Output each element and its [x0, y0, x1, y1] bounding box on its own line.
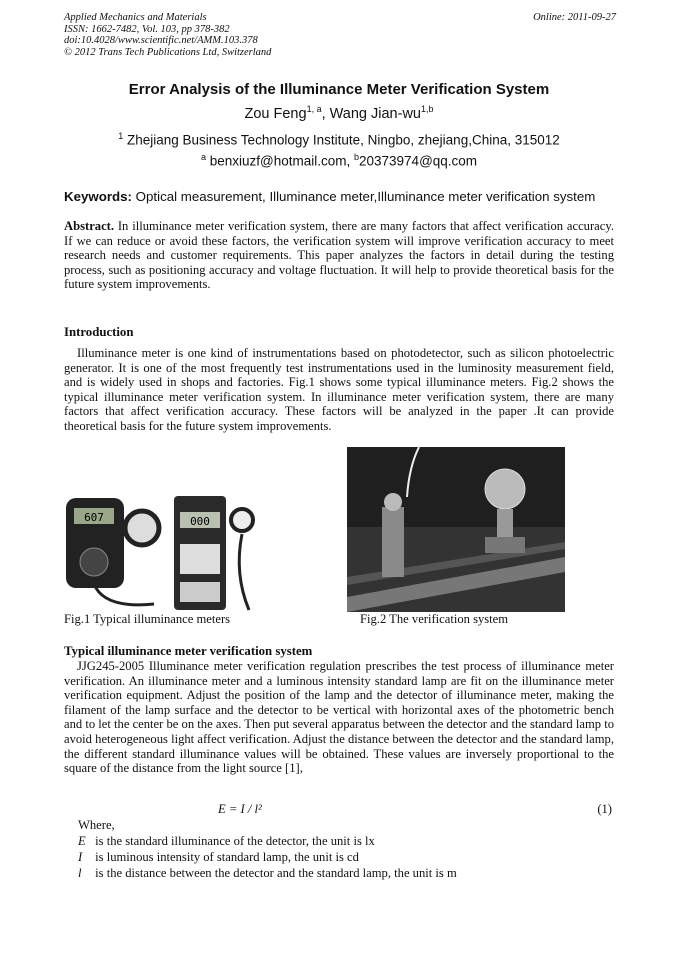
author-name: Wang Jian-wu	[329, 105, 421, 122]
figure-1-image	[64, 494, 258, 612]
where-label: Where,	[78, 818, 115, 832]
author-sup: 1, a	[306, 104, 322, 114]
paper-title: Error Analysis of the Illuminance Meter Verification System	[128, 81, 550, 98]
journal-header	[64, 12, 271, 59]
affil-sup: 1	[118, 131, 124, 141]
introduction-heading: Introduction	[64, 325, 134, 339]
abstract-text: In illuminance meter verification system, there are many factors that affect verification accuracy. If we can reduce or avoid these factors, the verification system will improve verification accuracy to meet research needs and customer requirements. This paper analyzes the factors in detail during the testing process, such as positioning accuracy and voltage fluctuation. It will help to provide theoretical basis for the future system improvements.	[64, 219, 614, 292]
definition-text: is the distance between the detector and the standard lamp, the unit is m	[95, 866, 457, 880]
emails	[64, 152, 614, 169]
equation: E = I / l²	[218, 802, 262, 816]
figure-2-image	[347, 447, 565, 612]
definition-text: is the standard illuminance of the detector, the unit is lx	[95, 834, 375, 848]
keywords-text: Optical measurement, Illuminance meter,Illuminance meter verification system	[131, 189, 596, 204]
section-heading: Typical illuminance meter verification system	[64, 644, 313, 658]
figure-1-caption: Fig.1 Typical illuminance meters	[64, 612, 231, 626]
author-name: Zou Feng	[244, 105, 307, 122]
author-sup: 1,b	[420, 104, 434, 114]
keywords	[64, 189, 624, 204]
section-text: JJG245-2005 Illuminance meter verification regulation prescribes the test process of illuminance meter verification. An illuminance meter and a luminous intensity standard lamp are fit on the illuminance meter verification equipment. Adjust the position of the lamp and the detector of illuminance meter, making the filament of the lamp surface and the detector to be vertical with horizontal axes of the photometric bench and to let the center be on the axes. Then put several apparatus between the detector and the standard lamp to avoid heterogeneous light affect verification. Adjust the distance between the detector and the standard lamp, the different standard illuminance values will be obtained. These values are inversely proportional to the square of the distance from the light source [1],	[64, 659, 614, 776]
definition-l	[78, 866, 457, 881]
authors	[64, 104, 614, 122]
abstract	[64, 219, 614, 292]
email-a: benxiuzf@hotmail.com,	[205, 153, 354, 169]
journal-name: Applied Mechanics and Materials	[64, 12, 207, 23]
abstract-label: Abstract.	[64, 219, 115, 233]
email-sup: a	[200, 152, 206, 162]
copyright: © 2012 Trans Tech Publications Ltd, Switzerland	[64, 47, 272, 59]
definition-text: is luminous intensity of standard lamp, the unit is cd	[95, 850, 359, 864]
affil-text: Zhejiang Business Technology Institute, Ningbo, zhejiang,China, 315012	[123, 132, 560, 148]
keywords-label: Keywords:	[64, 189, 132, 204]
issn: ISSN: 1662-7482, Vol. 103, pp 378-382	[64, 23, 230, 35]
affiliation	[64, 131, 614, 148]
email-sup: b	[353, 152, 359, 162]
introduction-text: Illuminance meter is one kind of instrumentations based on photodetector, such as silicon photoelectric generator. It is one of the most frequently test instrumentations used in the luminosity measurement field, and is widely used in shops and factories. Fig.1 shows some typical illuminance meters. Fig.2 shows the typical illuminance meter verification system. In illuminance meter verification system, there are many factors that affect verification accuracy. These factors will be analyzed in the paper .It can provide theoretical basis for the future system improvements.	[64, 346, 614, 433]
meter-display: 607	[84, 511, 104, 524]
doi: doi:10.4028/www.scientific.net/AMM.103.378	[64, 35, 258, 47]
symbol: E	[78, 834, 86, 848]
author-separator: ,	[321, 105, 330, 122]
figure-2-caption: Fig.2 The verification system	[360, 612, 509, 626]
definition-E	[78, 834, 375, 849]
online-date: Online: 2011-09-27	[533, 12, 616, 23]
email-b: 20373974@qq.com	[359, 153, 478, 169]
equation-number: (1)	[597, 802, 612, 816]
definition-I	[78, 850, 359, 865]
symbol: l	[78, 866, 82, 880]
symbol: I	[78, 850, 83, 864]
meter-display-2: 000	[190, 515, 210, 528]
